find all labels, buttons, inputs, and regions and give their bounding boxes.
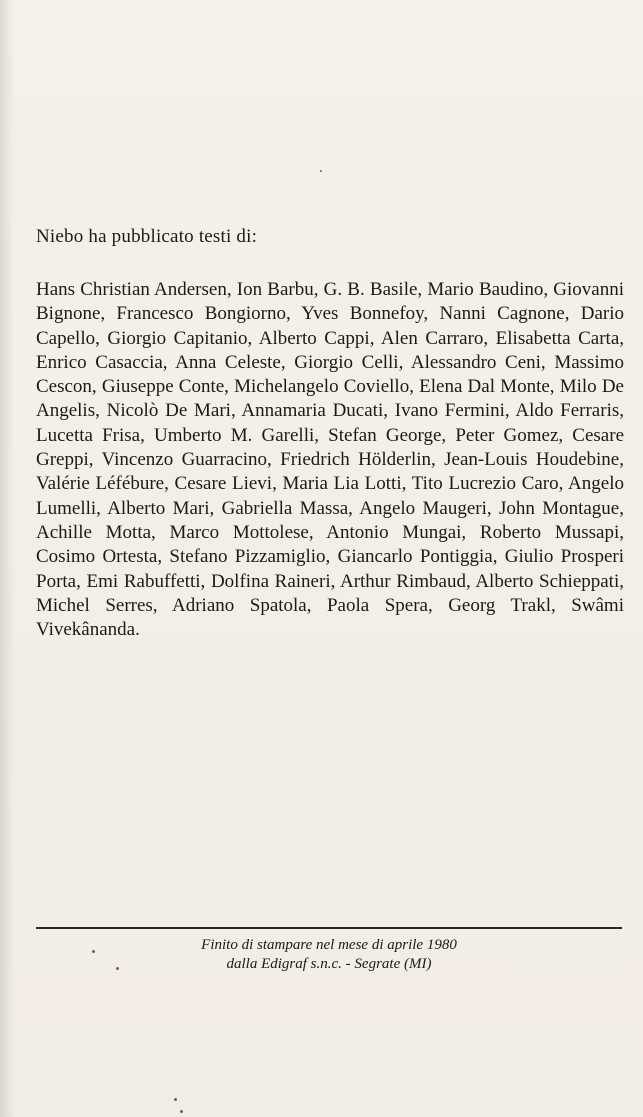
authors-list: Hans Christian Andersen, Ion Barbu, G. B. Basile, Mario Baudino, Giovanni Bignone, Francesco Bongiorno, Yves Bonnefoy, Nanni Cagnone, Dario Capello, Giorgio Capitanio, Alberto Cappi, Alen Carraro, Elisabetta Carta, Enrico Casaccia, Anna Celeste, Giorgio Celli, Alessandro Ceni, Massimo Cescon, Giuseppe Conte, Michelangelo Coviello, Elena Dal Monte, Milo De Angelis, Nicolò De Mari, Annamaria Ducati, Ivano Fermini, Aldo Ferraris, Lucetta Frisa, Umberto M. Garelli, Stefan George, Peter Gomez, Cesare Greppi, Vincenzo Guarracino, Friedrich Hölderlin, Jean-Louis Houdebine, Valérie Léfébure, Cesare Lievi, Maria Lia Lotti, Tito Lucrezio Caro, Angelo Lumelli, Alberto Mari, Gabriella Massa, Angelo Maugeri, John Montague, Achille Motta, Marco Mottolese, Antonio Mungai, Roberto Mussapi, Cosimo Ortesta, Stefano Pizzamiglio, Giancarlo Pontiggia, Giulio Prosperi Porta, Emi Rabuffetti, Dolfina Raineri, Arthur Rimbaud, Alberto Schieppati, Michel Serres, Adriano Spatola, Paola Spera, Georg Trakl, Swâmi Vivekânanda. — [36, 279, 624, 641]
print-speck — [180, 1110, 183, 1113]
print-speck — [320, 170, 322, 172]
print-speck — [92, 950, 95, 953]
footer-rule — [36, 927, 622, 929]
print-speck — [116, 967, 119, 970]
colophon-line-1: Finito di stampare nel mese di aprile 1980 — [201, 937, 457, 953]
print-speck — [174, 1098, 177, 1101]
list-heading: Niebo ha pubblicato testi di: — [36, 226, 258, 247]
colophon-line-2: dalla Edigraf s.n.c. - Segrate (MI) — [226, 956, 432, 972]
colophon — [36, 936, 622, 974]
